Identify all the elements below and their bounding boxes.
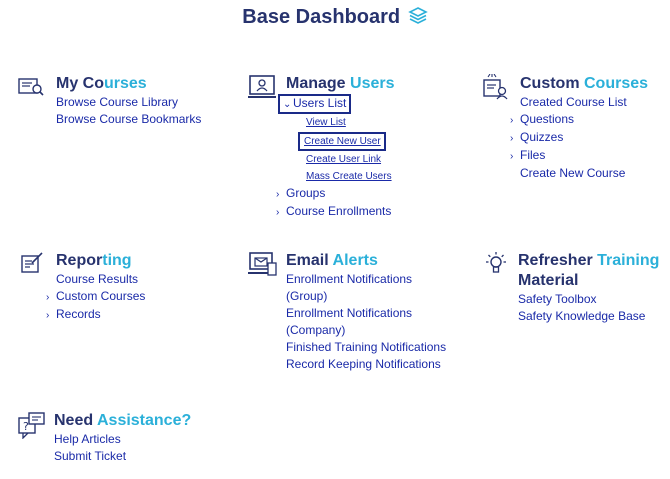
record-keeping-notifications-link[interactable]: Record Keeping Notifications [286,357,441,371]
course-enrollments-toggle[interactable]: › Course Enrollments [276,203,395,221]
finished-training-notifications-link[interactable]: Finished Training Notifications [286,340,447,354]
refresher-material-title: Material [518,272,579,289]
email-alerts-title: Email Alerts [286,252,378,269]
chevron-right-icon: › [46,292,50,303]
browse-course-bookmarks-link[interactable]: Browse Course Bookmarks [56,112,202,126]
create-user-link[interactable]: Create User Link [306,154,382,165]
refresher-training-title: Refresher Training [518,252,660,269]
course-search-icon [18,74,44,103]
reporting-title: Reporting [56,252,132,269]
chevron-right-icon: › [510,151,514,162]
create-new-user-link[interactable]: Create New User [298,132,386,151]
custom-courses-title: Custom Courses [520,75,649,92]
submit-ticket-link[interactable]: Submit Ticket [54,449,127,463]
user-monitor-icon [248,74,278,105]
safety-toolbox-link[interactable]: Safety Toolbox [518,292,597,306]
created-course-list-link[interactable]: Created Course List [520,95,627,109]
files-toggle[interactable]: › Files [510,147,648,165]
browse-course-library-link[interactable]: Browse Course Library [56,95,179,109]
view-list-link[interactable]: View List [306,117,346,128]
email-monitor-icon [248,251,278,284]
chevron-down-icon: ⌄ [283,99,292,110]
records-toggle[interactable]: › Records [46,306,145,324]
users-list-label: Users List [293,96,347,110]
chevron-right-icon: › [46,310,50,321]
layers-icon [408,6,428,32]
chevron-right-icon: › [510,115,514,126]
need-assistance-title: Need Assistance? [54,412,192,429]
page-title-text: Base Dashboard [242,6,401,28]
safety-knowledge-base-link[interactable]: Safety Knowledge Base [518,309,646,323]
create-new-course-link[interactable]: Create New Course [520,166,626,180]
svg-text:?: ? [23,420,29,433]
quizzes-toggle[interactable]: › Quizzes [510,129,648,147]
help-articles-link[interactable]: Help Articles [54,432,121,446]
page-title [0,6,670,32]
chevron-right-icon: › [510,133,514,144]
chevron-right-icon: › [276,207,280,218]
custom-course-icon [482,74,508,105]
users-list-toggle[interactable] [278,94,351,114]
custom-courses-toggle[interactable]: › Custom Courses [46,288,145,306]
help-chat-icon [18,411,46,444]
course-results-link[interactable]: Course Results [56,272,139,286]
mass-create-users-link[interactable]: Mass Create Users [306,171,392,182]
questions-toggle[interactable]: › Questions [510,111,648,129]
report-edit-icon [20,251,44,280]
manage-users-title: Manage Users [286,75,395,92]
chevron-right-icon: › [276,189,280,200]
enrollment-notifications-group-link[interactable]: Enrollment Notifications (Group) [286,272,413,303]
lightbulb-icon [484,251,508,282]
groups-toggle[interactable]: › Groups [276,185,395,203]
enrollment-notifications-company-link[interactable]: Enrollment Notifications (Company) [286,306,413,337]
my-courses-title: My Courses [56,75,147,92]
